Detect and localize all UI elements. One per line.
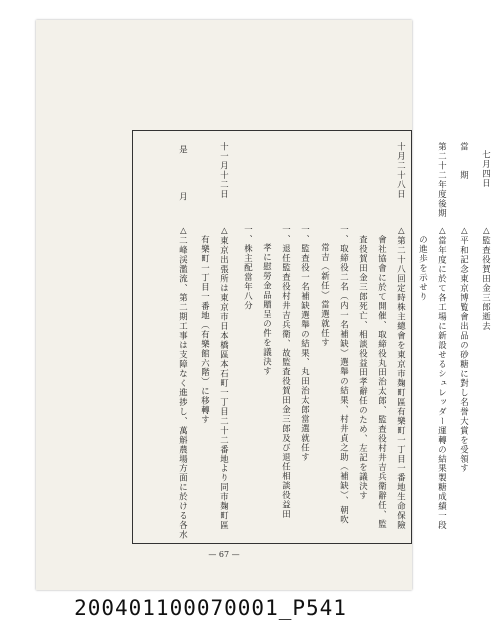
text-column: 一、退任監査役村井吉兵衛、故監査役賀田金三郎及び退任相談役益田 <box>281 225 292 520</box>
text-frame <box>132 130 412 544</box>
text-column: 十月二十八日 <box>396 142 407 199</box>
text-column: △第二十八回定時株主總會を東京市麹町區有樂町一丁目一番地生命保險 <box>396 225 407 531</box>
text-column: 十一月十二日 <box>219 142 230 199</box>
text-column: の進歩を示せり <box>418 235 429 302</box>
text-column: 常吉（新任）當選就任す <box>320 243 331 348</box>
text-column: △監査役賀田金三郎逝去 <box>481 225 491 331</box>
text-column: 有樂町一丁目一番地（有樂館六階）に移轉す <box>200 235 211 425</box>
text-column: △東京出張所は東京市日本橋區本石町一丁目二十二番地より同市麹町區 <box>219 225 230 531</box>
text-column: 七月四日 <box>481 150 491 188</box>
text-column: 孝に慰勞金品贈呈の件を議決す <box>262 243 273 376</box>
text-column: 査役賀田金三郎死亡、相談役益田孝辭任のため、左記を議決す <box>358 235 369 501</box>
text-column: 第二十二年度後期 <box>437 142 448 218</box>
book-page <box>36 20 491 590</box>
text-column: 一、株主配當年八分 <box>243 225 254 311</box>
page-number: — 67 — <box>208 550 240 559</box>
text-column: 一、監査役一名補缺選舉の結果、丸田治太郎當選就任す <box>300 225 311 463</box>
image-id-caption: 200401100070001_P541 <box>74 596 347 620</box>
text-column: △當年度に於て各工場に新設せるシュレッダー運轉の結果製糖成績一段 <box>437 225 448 531</box>
text-column: 月 <box>178 192 189 202</box>
text-column: △平和記念東京博覧會出品の砂糖に對し名誉大賞を受領す <box>459 225 470 474</box>
text-column: 會社協會に於て開催、取締役丸田治太郎、監査役村井吉兵衛辭任、監 <box>377 235 388 530</box>
text-column: △二峰渓濫流、第二期工事は支障なく進捗し、萬斛農場方面に於ける各水 <box>178 225 189 540</box>
text-column: 是 <box>178 145 189 155</box>
text-column: 當 期 <box>459 142 470 180</box>
text-column: 一、取締役二名（内一名補缺）選舉の結果、村井貞之助（補缺）、朝吹 <box>339 225 350 525</box>
